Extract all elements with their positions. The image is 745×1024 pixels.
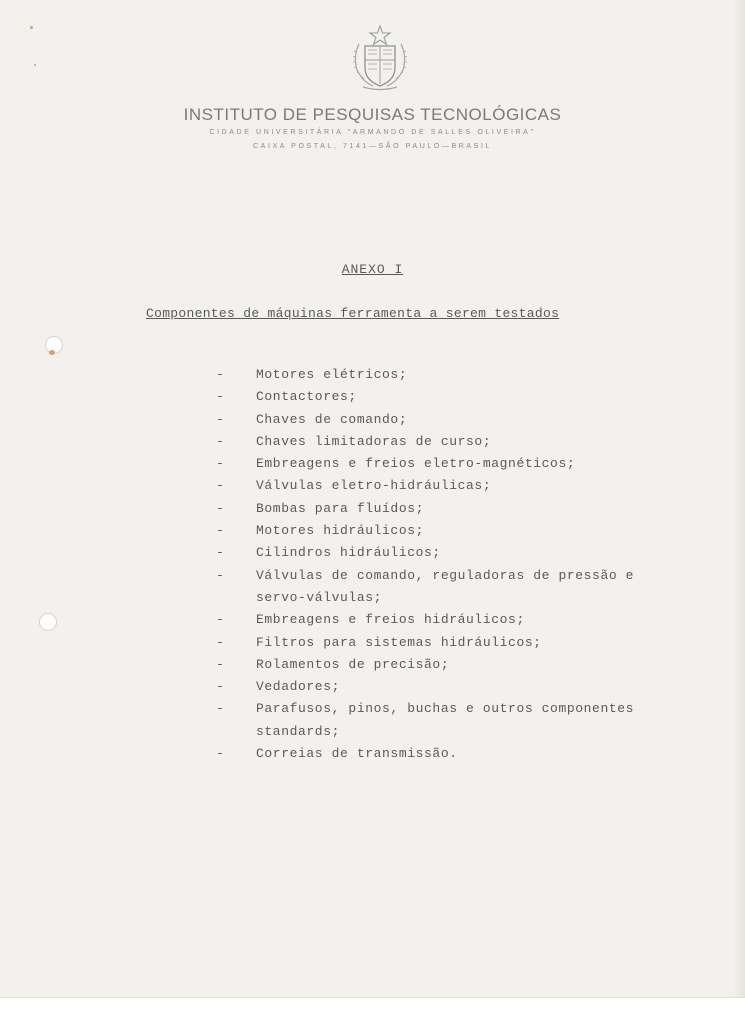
list-bullet: -	[216, 478, 225, 494]
list-item-text: Chaves limitadoras de curso;	[256, 433, 492, 449]
list-item	[216, 475, 696, 497]
list-bullet: -	[216, 411, 225, 427]
list-bullet: -	[216, 567, 225, 583]
institution-name: INSTITUTO DE PESQUISAS TECNOLÓGICAS	[183, 105, 562, 124]
annex-subtitle: Componentes de máquinas ferramenta a serem testados	[146, 306, 560, 321]
list-item-text: Embreagens e freios hidráulicos;	[256, 612, 525, 628]
list-item	[216, 431, 696, 453]
list-bullet: -	[216, 656, 225, 672]
component-list	[216, 364, 696, 765]
list-bullet: -	[216, 500, 225, 516]
list-bullet: -	[216, 389, 225, 405]
list-bullet: -	[216, 367, 225, 382]
list-item	[216, 654, 696, 676]
list-item	[216, 698, 696, 743]
list-bullet: -	[216, 523, 225, 539]
list-item-text: Motores elétricos;	[256, 367, 408, 382]
list-item-text: Válvulas eletro-hidráulicas;	[256, 478, 492, 494]
list-item	[216, 565, 696, 610]
list-item	[216, 632, 696, 654]
list-item-text: Motores hidráulicos;	[256, 523, 425, 539]
list-item-text: Filtros para sistemas hidráulicos;	[256, 634, 542, 650]
list-item-text: Cilindros hidráulicos;	[256, 545, 441, 561]
list-bullet: -	[216, 679, 225, 695]
list-item	[216, 520, 696, 542]
list-item-text: Vedadores;	[256, 679, 341, 695]
list-item-text: Bombas para fluídos;	[256, 500, 425, 516]
list-item-text: Rolamentos de precisão;	[256, 656, 450, 672]
list-item-text: Embreagens e freios eletro-magnéticos;	[256, 456, 576, 472]
punch-hole	[39, 613, 57, 631]
list-item	[216, 409, 696, 431]
list-item-text: Chaves de comando;	[256, 411, 408, 427]
list-item	[216, 364, 696, 386]
list-item	[216, 676, 696, 698]
list-item	[216, 453, 696, 475]
list-bullet: -	[216, 701, 225, 717]
paper-speck	[34, 64, 36, 66]
annex-title: ANEXO I	[341, 262, 404, 277]
list-item	[216, 743, 696, 765]
list-item-text: Correias de transmissão.	[256, 746, 458, 762]
list-bullet: -	[216, 433, 225, 449]
paper-speck	[49, 350, 55, 355]
list-bullet: -	[216, 612, 225, 628]
list-bullet: -	[216, 456, 225, 472]
list-bullet: -	[216, 545, 225, 561]
list-item	[216, 386, 696, 408]
list-item	[216, 498, 696, 520]
list-item	[216, 609, 696, 631]
paper-speck	[30, 26, 33, 29]
institution-postal-line: CAIXA POSTAL, 7141—SÃO PAULO—BRASIL	[253, 143, 492, 150]
list-bullet: -	[216, 634, 225, 650]
list-item-text: Contactores;	[256, 389, 357, 405]
list-item	[216, 542, 696, 564]
list-item-text: Válvulas de comando, reguladoras de pressão e servo-válvulas;	[256, 567, 635, 605]
list-item-text: Parafusos, pinos, buchas e outros componentes standards;	[256, 701, 635, 739]
scan-margin	[0, 997, 745, 1024]
list-bullet: -	[216, 746, 225, 762]
paper-edge	[733, 0, 745, 1024]
institution-address-line: CIDADE UNIVERSITÁRIA "ARMANDO DE SALLES OLIVEIRA"	[209, 129, 536, 136]
coat-of-arms-icon	[349, 24, 411, 92]
